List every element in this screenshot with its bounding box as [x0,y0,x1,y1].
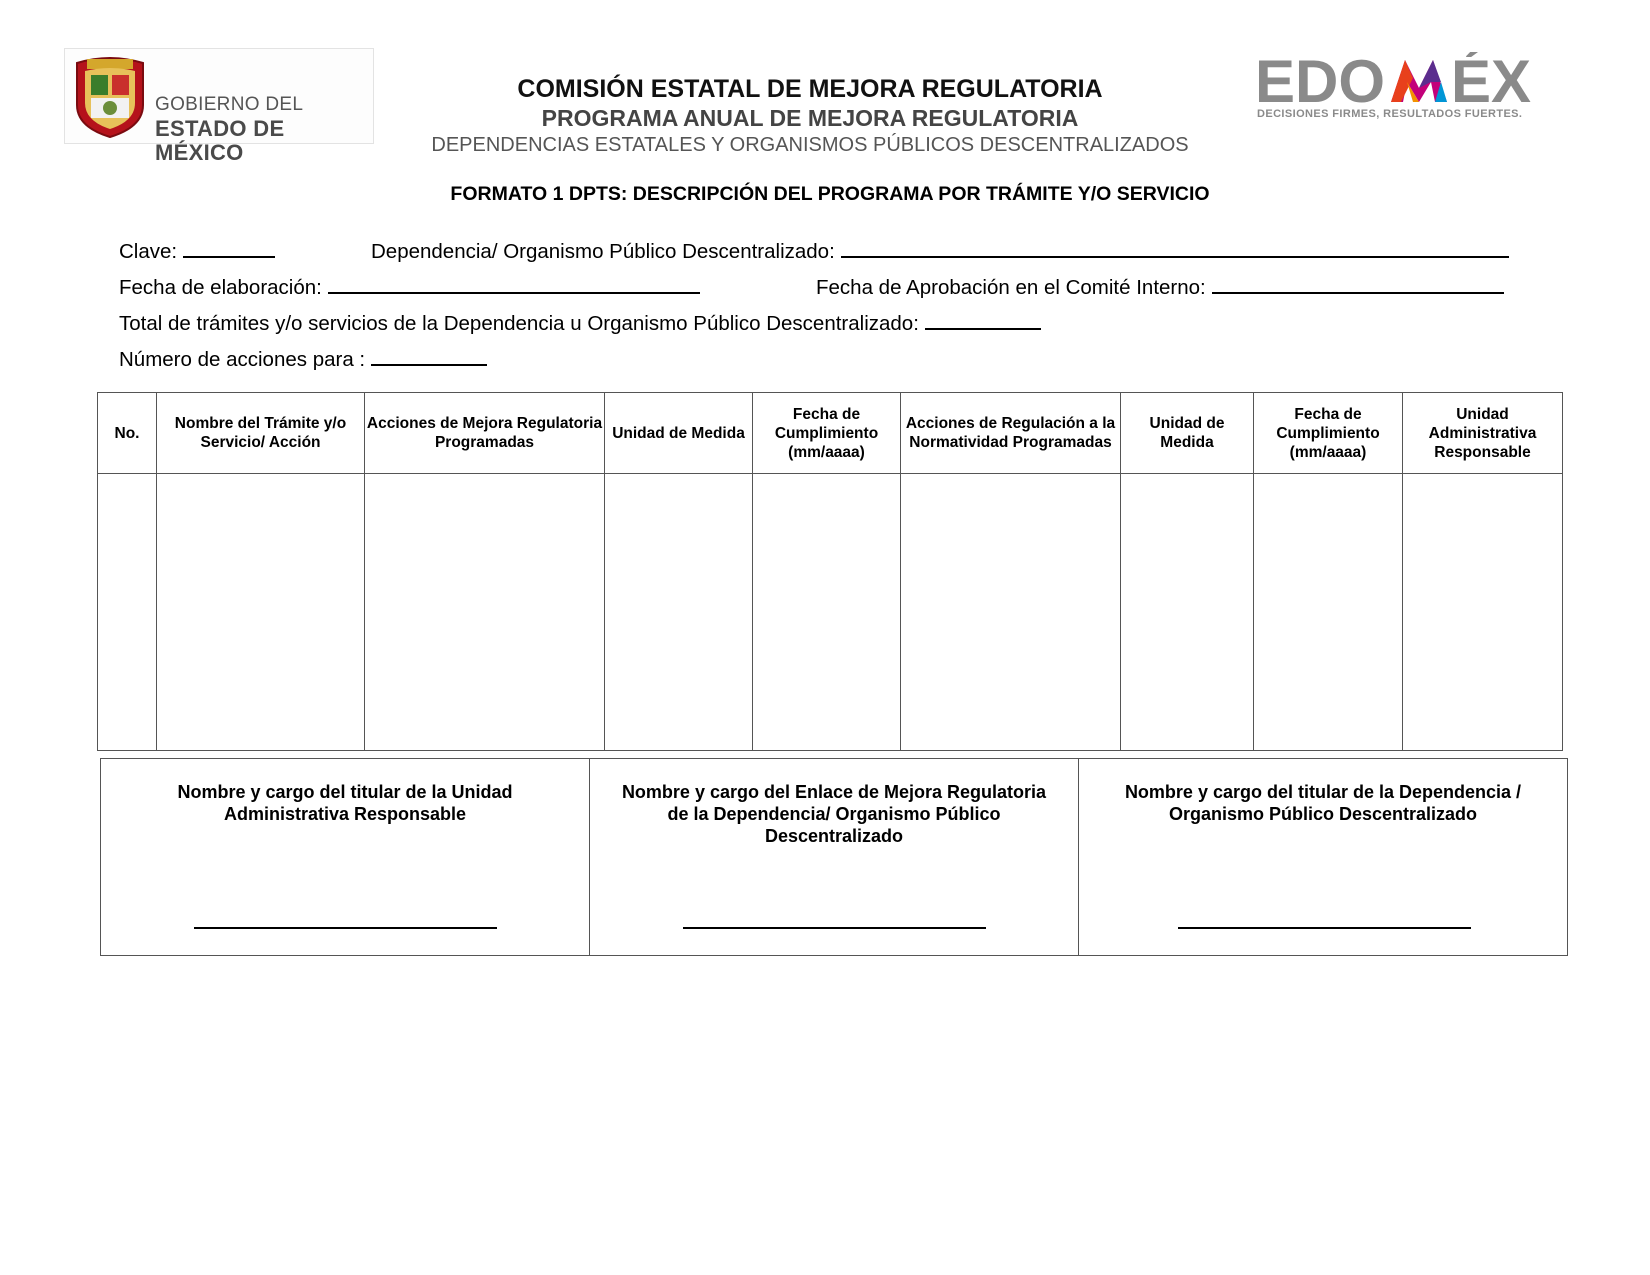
total-tramites-blank[interactable] [925,308,1041,330]
col-header-nombre-tramite: Nombre del Trámite y/o Servicio/ Acción [157,393,365,474]
signature-table [100,758,1568,956]
title-comision: COMISIÓN ESTATAL DE MEJORA REGULATORIA [517,75,1103,103]
col-header-fecha-cumplimiento-2: Fecha de Cumplimiento (mm/aaaa) [1254,393,1403,474]
signature-label-titular: Nombre y cargo del titular de la Dependencia / Organismo Público Descentralizado [1124,782,1522,824]
col-header-fecha-cumplimiento: Fecha de Cumplimiento (mm/aaaa) [753,393,901,474]
table-row [98,474,1563,751]
edomex-logo [1255,52,1555,124]
col-header-unidad-administrativa: Unidad Administrativa Responsable [1403,393,1563,474]
signature-cell-unidad[interactable] [101,759,590,956]
title-dependencias: DEPENDENCIAS ESTATALES Y ORGANISMOS PÚBLICOS DESCENTRALIZADOS [431,134,1189,156]
signature-cell-titular[interactable] [1079,759,1568,956]
col-header-no: No. [98,393,157,474]
total-tramites-label: Total de trámites y/o servicios de la Dependencia u Organismo Público Descentralizado: [119,312,919,335]
col-header-unidad-medida: Unidad de Medida [605,393,753,474]
gobierno-estado-mexico-logo [64,48,374,165]
coat-of-arms-icon [69,53,151,139]
table-header-row [98,393,1563,474]
clave-label: Clave: [119,240,178,263]
logo-tagline: DECISIONES FIRMES, RESULTADOS FUERTES. [1257,108,1523,120]
fecha-aprobacion-blank[interactable] [1212,272,1504,294]
signature-label-unidad: Nombre y cargo del titular de la Unidad Administrativa Responsable [177,782,513,824]
fecha-aprobacion-label: Fecha de Aprobación en el Comité Interno: [816,276,1206,299]
cell-acciones-mejora[interactable] [365,474,605,751]
signature-line-titular[interactable] [1178,927,1471,929]
signature-cell-enlace[interactable] [590,759,1079,956]
clave-field[interactable] [119,236,275,264]
cell-acciones-regulacion[interactable] [901,474,1121,751]
actions-table [97,392,1563,751]
fecha-elaboracion-label: Fecha de elaboración: [119,276,322,299]
fecha-aprobacion-field[interactable] [816,272,1504,300]
title-block [380,74,1240,158]
fecha-elaboracion-blank[interactable] [328,272,700,294]
signature-row [101,759,1568,956]
cell-unidad-medida[interactable] [605,474,753,751]
title-programa: PROGRAMA ANUAL DE MEJORA REGULATORIA [541,105,1079,131]
dependencia-field[interactable] [371,236,1509,264]
cell-fecha-cumplimiento-2[interactable] [1254,474,1403,751]
fecha-elaboracion-field[interactable] [119,272,700,300]
cell-unidad-administrativa[interactable] [1403,474,1563,751]
numero-acciones-blank[interactable] [371,344,487,366]
numero-acciones-label: Número de acciones para : [119,348,366,371]
format-title: FORMATO 1 DPTS: DESCRIPCIÓN DEL PROGRAMA POR TRÁMITE Y/O SERVICIO [450,183,1210,205]
cell-fecha-cumplimiento[interactable] [753,474,901,751]
col-header-unidad-medida-2: Unidad de Medida [1121,393,1254,474]
cell-nombre-tramite[interactable] [157,474,365,751]
logo-line-1: GOBIERNO DEL [155,94,304,115]
dependencia-blank[interactable] [841,236,1509,258]
svg-text:EDO: EDO [1255,52,1386,108]
logo-line-2: ESTADO DE MÉXICO [155,116,285,165]
col-header-acciones-mejora: Acciones de Mejora Regulatoria Programadas [365,393,605,474]
total-tramites-field[interactable] [119,308,1041,336]
cell-no[interactable] [98,474,157,751]
gobierno-text [155,93,373,165]
col-header-acciones-regulacion: Acciones de Regulación a la Normatividad Programadas [901,393,1121,474]
signature-label-enlace: Nombre y cargo del Enlace de Mejora Regulatoria de la Dependencia/ Organismo Público Descentralizado [621,782,1047,846]
edomex-wordmark [1255,52,1555,108]
clave-blank[interactable] [183,236,275,258]
numero-acciones-field[interactable] [119,344,487,372]
svg-text:ÉX: ÉX [1451,52,1532,108]
dependencia-label: Dependencia/ Organismo Público Descentralizado: [371,240,835,263]
signature-line-unidad[interactable] [194,927,497,929]
signature-line-enlace[interactable] [683,927,986,929]
cell-unidad-medida-2[interactable] [1121,474,1254,751]
